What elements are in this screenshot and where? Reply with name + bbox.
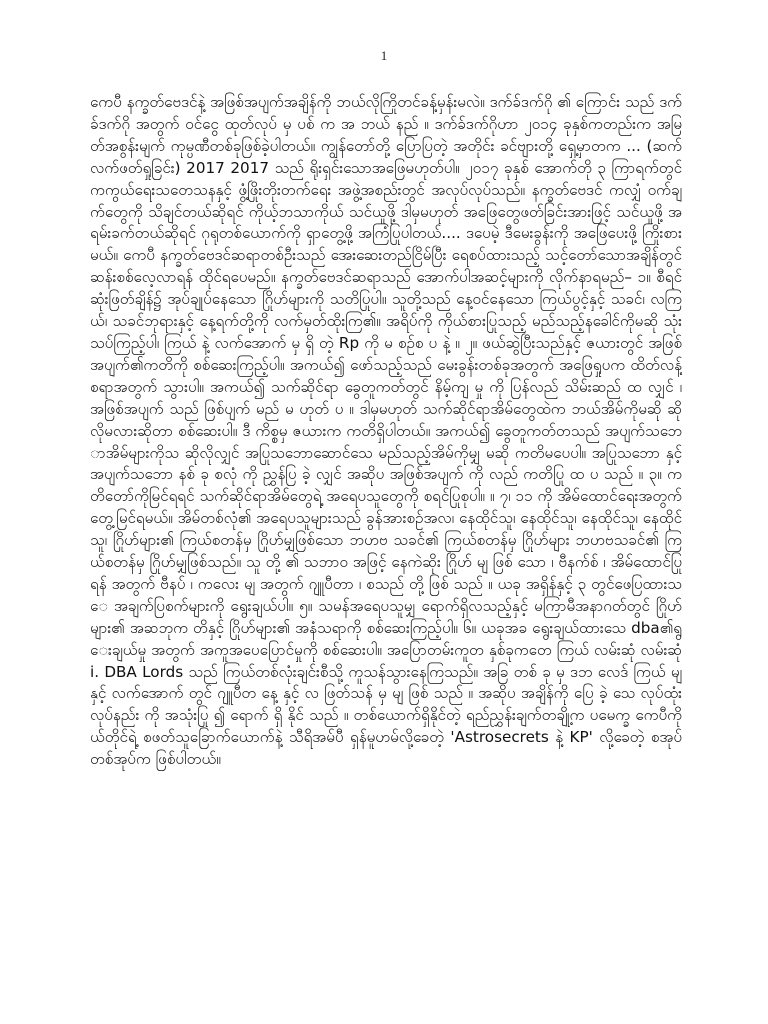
page-number: 1 xyxy=(380,48,388,63)
body-paragraph: ကေပီ နက္ခတ်ဗေဒင်နဲ့ အဖြစ်အပျက်အချိန်ကို ဘယ်လိုကြိုတင်ခန့်မှန်းမလဲ။ ဒက်ခ်ဒက်ဂို ၏ ကြောင်း သည် ဒက်ခ်ဒက်ဂို အတွက် ဝင်ငွေ ထုတ်လုပ် မှ ပစ် က အ ဘယ် နည် ။ ဒက်ခ်ဒက်ဂိုဟာ ၂၀၁၄ ခုနှစ်ကတည်းက အမြတ်အစွန်းမျက် ကုမ္ပဏီတစ်ခုဖြစ်ခဲ့ပါတယ်။ ကျွန်တော်တို့ ပြောပြတဲ့ အတိုင်း ခင်ဗျားတို့ ရှေ့မှာတက ... (ဆက်လက်ဖတ်ရှုခြင်း) 2017 2017 သည် ရိုးရှင်းသောအဖြေမဟုတ်ပါ။ ၂၀၁၇ ခုနှစ် အောက်တို ၃ ကြာရက်တွင် ကကွယ်ရေးသတေသနနှင့် ဖွံ့ဖြိုးတိုးတက်ရေး အဖွဲ့အစည်းတွင် အလုပ်လုပ်သည်။ နက္ခတ်ဗေဒင် ကလျှံ ဝက်ချက်တွေကို သိချင်တယ်ဆိုရင် ကိုယ့်ဘသာကိုယ် သင်ယူဖို့ ဒါမှမဟုတ် အဖြေတွေဖတ်ခြင်းအားဖြင့် သင်ယူဖို့ အရမ်းခက်တယ်ဆိုရင် ဂုရုတစ်ယောက်ကို ရှာတွေ့ဖို့ အကြံပြုပါတယ်.... ဒပေမဲ့ ဒီမေးခွန်းကို အဖြေပေးဖို့ ကြိုးစားမယ်။ ကေပီ နက္ခတ်ဗေဒင်ဆရာတစ်ဦးသည် အေးဆေးတည်ငြိမ်ပြီး ရေစပ်ထားသည့် သင့်တော်သောအချိန်တွင် ဆန်းစစ်လေ့လာရန် ထိုင်ရပေမည်။ နက္ခတ်ဗေဒင်ဆရာသည် အောက်ပါအဆင့်များကို လိုက်နာရမည်– ၁။ စီရင်ဆုံးဖြတ်ချိန်၌ အုပ်ချုပ်နေသော ဂြိုဟ်များကို သတိပြုပါ။ သူတို့သည် နေ့ဝင်နေသော ကြယ်ပွင့်နှင့် သခင်၊ လကြယ်၊ သခင်ဘုရားနှင့် နေ့ရက်တို့ကို လက်မှတ်ထိုးကြ၏။ အရိပ်ကို ကိုယ်စားပြုသည့် မည်သည့်နခေါင်ကိုမဆို သုံးသပ်ကြည့်ပါ၊ ကြယ် နဲ့ လက်အောက် မှ ရှိ တဲ့ Rp ကို မ စဉ်စ ပ နဲ့ ။ ၂။ ဖယ်ဆွဲပြီးသည်နှင့် ဇယားတွင် အဖြစ်အပျက်၏ကတိကို စစ်ဆေးကြည့်ပါ။ အကယ်၍ ဖော်သည့်သည် မေးခွန်းတစ်ခုအတွက် အဖြေရှုပက ထိတ်လန့်စရာအတွက် သွားပါ။ အကယ်၍ သက်ဆိုင်ရာ ခွေတူကတ်တွင် နိမ့်ကျ မှု ကို ပြန်လည် သိမ်းဆည် ထ လျှင် ၊ အဖြစ်အပျက် သည် ဖြစ်ပျက် မည် မ ဟုတ် ပ ။ ဒါမှမဟုတ် သက်ဆိုင်ရာအိမ်တွေထဲက ဘယ်အိမ်ကိုမဆို ဆိုလိုမလားဆိုတာ စစ်ဆေးပါ။ ဒီ ကိစ္စမှ ဇယားက ကတိရှိပါတယ်။ အကယ်၍ ခွေတူကတ်တသည် အပျက်သဘောအိမ်များကိုသ ဆိုလိုလျှင် အပြုသဘောဆောင်သေ မည်သည့်အိမ်ကိုမျှ မဆို ကတိမပေပါ။ အပြုသဘော နှင့် အပျက်သဘော နစ် ခု စလုံ ကို ညွှန်ပြ ခဲ့ လျှင် အဆိုပ အဖြစ်အပျက် ကို လည် ကတိပြု ထ ပ သည် ။ ၃။ ကတိတော်ကိုမြင်ရရင် သက်ဆိုင်ရာအိမ်တွေရဲ့ အရေပသူတွေကို စရင်ပြုစုပါ။ ။ ၇၊ ၁၁ ကို အိမ်ထောင်ရေးအတွက် တွေ့မြင်ရမယ်။ အိမ်တစ်လုံ၏ အရေပသူများသည် ခွန်အားစဉ်အလ၊ နေထိုင်သူ၊ နေထိုင်သူ၊ နေထိုင်သူ၊ နေထိုင်သူ၊ ဂြိုဟ်များ၏ ကြယ်စတန်မှ ဂြိုဟ်မျှဖြစ်သော ဘဟဗ သခင်၏ ကြယ်စတန်မှ ဂြိုဟ်များ ဘဟဗသခင်၏ ကြယ်စတန်မှ ဂြိုဟ်မျှဖြစ်သည်။ သူ တို့ ၏ သဘာဝ အဖြင့် နေကဲဆိုး ဂြိုဟ် မျ ဖြစ် သော ၊ ဗီနက်စ် ၊ အိမ်ထောင်ပြု ရန် အတွက် ဗီနပ် ၊ ကလေး မျ အတွက် ဂျူပီတာ ၊ စသည် တို့ ဖြစ် သည် ။ ယခု အရှိန်နှင့် ၃ တွင်ဖေပြထားသေ အချက်ပြစက်များကို ရွေးချယ်ပါ။ ၅။ သမန်အရေပသူမျှ ရောက်ရှိလသည့်နှင့် မကြာမီအနာဂတ်တွင် ဂြိုဟ်များ၏ အဆဘုက တိနှင့် ဂြိုဟ်များ၏ အနံသရာကို စစ်ဆေးကြည့်ပါ။ ၆။ ယခုအခ ရွေးချယ်ထားသေ dba၏ရွေးချယ်မှု အတွက် အကူအပေပြောင်မှုကို စစ်ဆေးပါ။ အပြောတမ်းကူတ နှစ်ခုကတေ ကြယ် လမ်းဆုံ လမ်းဆုံ i. DBA Lords သည် ကြယ်တစ်လုံးချင်းစီသို့ ကူသန်သွားနေကြသည်။ အခြ တစ် ခု မှ ဒဘ လေဒ် ကြယ် မျ နှင့် လက်အောက် တွင် ဂျူပီတ နေ့ နှင့် လ ဖြတ်သန် မှ မျ ဖြစ် သည် ။ အဆိုပ အချိန်ကို ပြေ ခဲ့ သေ လုပ်ထုံးလုပ်နည်း ကို အသုံးပြု ၍ ရောက် ရှိ နိုင် သည် ။ တစ်ယောက်ရှိနိုင်တဲ့ ရည်ညွှန်းချက်တချို့က ပမေက္ခ ကေပီကိုယ်တိုင်ရဲ့ စဖတ်သူခြောက်ယောက်နဲ့ သီရိအမ်ပီ ရှန်မူဟမ်လို့ခေတဲ့ 'Astrosecrets နဲ့ KP' လို့ခေတဲ့ စအုပ်တစ်အုပ်က ဖြစ်ပါတယ်။ xyxy=(90,93,682,769)
